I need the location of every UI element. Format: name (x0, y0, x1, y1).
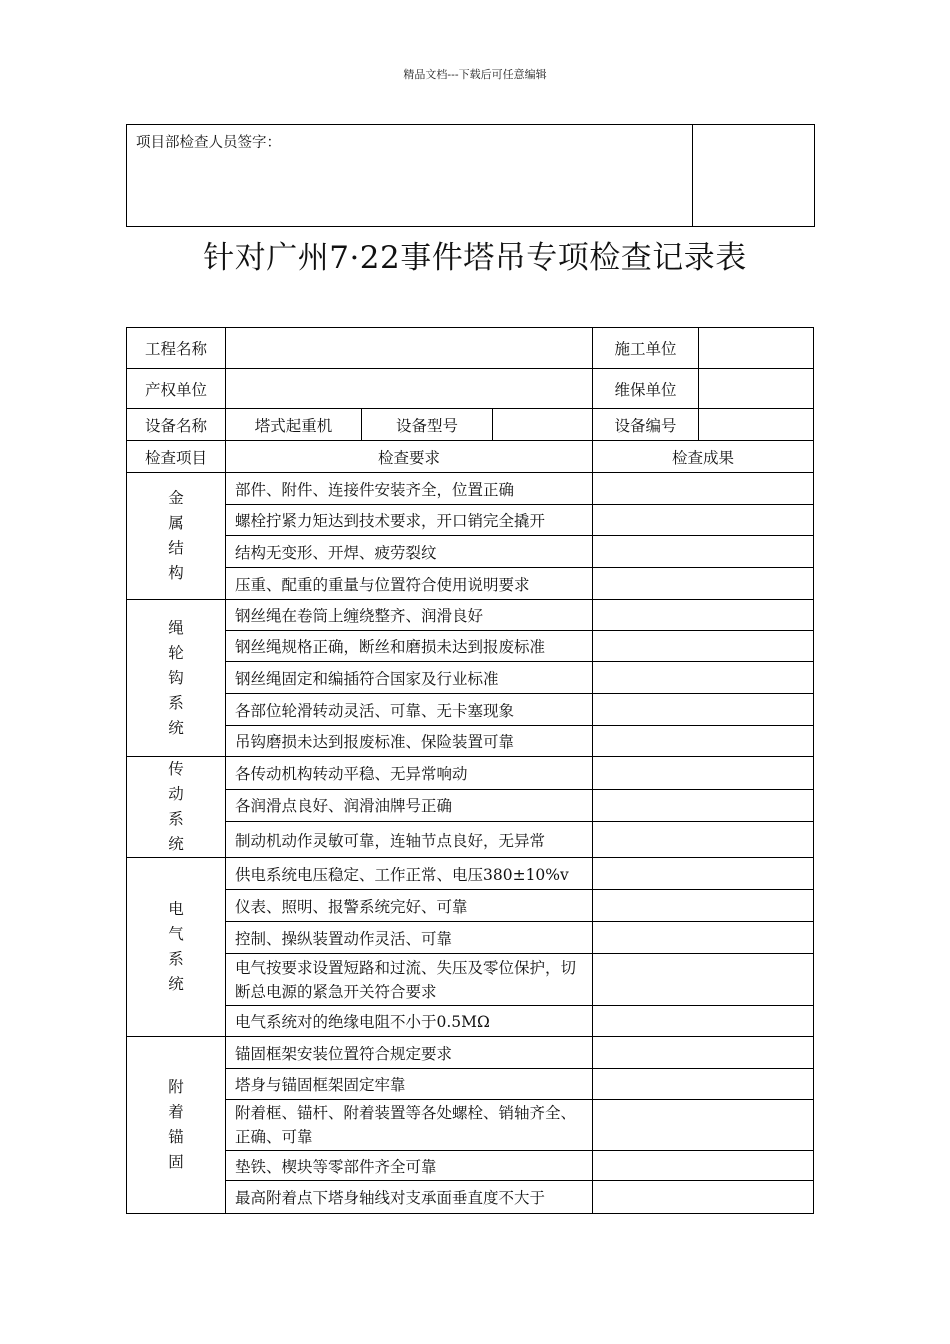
category-label: 金 属 结 构 (168, 489, 184, 582)
info-row (127, 328, 814, 369)
result-cell[interactable] (593, 1100, 814, 1151)
requirement-cell: 钢丝绳在卷筒上缠绕整齐、润滑良好 (226, 600, 593, 631)
category-cell (127, 1037, 226, 1214)
table-row (127, 600, 814, 631)
table-row (127, 505, 814, 536)
category-label: 附 着 锚 固 (168, 1078, 184, 1171)
result-cell[interactable] (593, 1006, 814, 1037)
requirement-cell: 附着框、锚杆、附着装置等各处螺栓、销轴齐全、正确、可靠 (226, 1100, 593, 1151)
requirement-cell: 塔身与锚固框架固定牢靠 (226, 1069, 593, 1100)
requirement-cell: 结构无变形、开焊、疲劳裂纹 (226, 536, 593, 568)
table-row (127, 568, 814, 600)
table-row (127, 1037, 814, 1069)
item-column-header: 检查项目 (127, 441, 226, 473)
table-row (127, 694, 814, 726)
column-header-row (127, 441, 814, 473)
result-cell[interactable] (593, 822, 814, 858)
result-cell[interactable] (593, 694, 814, 726)
table-row (127, 726, 814, 757)
table-row (127, 922, 814, 954)
contractor-label: 施工单位 (593, 328, 699, 369)
requirement-cell: 制动机动作灵敏可靠，连轴节点良好，无异常 (226, 822, 593, 858)
result-cell[interactable] (593, 858, 814, 890)
maintenance-label: 维保单位 (593, 369, 699, 409)
table-row (127, 757, 814, 790)
table-row (127, 858, 814, 890)
table-row (127, 1069, 814, 1100)
signature-field[interactable] (127, 125, 693, 226)
result-cell[interactable] (593, 726, 814, 757)
requirement-cell: 吊钩磨损未达到报废标准、保险装置可靠 (226, 726, 593, 757)
result-cell[interactable] (593, 631, 814, 662)
table-row (127, 1006, 814, 1037)
table-row (127, 954, 814, 1006)
category-cell (127, 473, 226, 600)
number-cell[interactable] (699, 409, 814, 441)
requirement-cell: 部件、附件、连接件安装齐全，位置正确 (226, 473, 593, 505)
result-cell[interactable] (593, 1151, 814, 1181)
model-cell[interactable] (493, 409, 593, 441)
project-name-label: 工程名称 (127, 328, 226, 369)
result-cell[interactable] (593, 954, 814, 1006)
category-cell (127, 858, 226, 1037)
table-row (127, 631, 814, 662)
owner-label: 产权单位 (127, 369, 226, 409)
result-cell[interactable] (593, 1037, 814, 1069)
signature-box (126, 124, 815, 227)
result-column-header: 检查成果 (593, 441, 814, 473)
requirement-cell: 供电系统电压稳定、工作正常、电压380±10%v (226, 858, 593, 890)
requirement-cell: 锚固框架安装位置符合规定要求 (226, 1037, 593, 1069)
table-row (127, 822, 814, 858)
equipment-name-value: 塔式起重机 (226, 409, 362, 441)
requirement-cell: 钢丝绳规格正确，断丝和磨损未达到报废标准 (226, 631, 593, 662)
owner-cell[interactable] (226, 369, 593, 409)
result-cell[interactable] (593, 890, 814, 922)
result-cell[interactable] (593, 662, 814, 694)
result-cell[interactable] (593, 505, 814, 536)
equipment-name-label: 设备名称 (127, 409, 226, 441)
info-row (127, 409, 814, 441)
result-cell[interactable] (593, 1181, 814, 1214)
result-cell[interactable] (593, 473, 814, 505)
result-cell[interactable] (593, 568, 814, 600)
maintenance-cell[interactable] (699, 369, 814, 409)
category-cell (127, 757, 226, 858)
project-name-cell[interactable] (226, 328, 593, 369)
requirement-cell: 仪表、照明、报警系统完好、可靠 (226, 890, 593, 922)
number-label: 设备编号 (593, 409, 699, 441)
info-row (127, 369, 814, 409)
table-row (127, 536, 814, 568)
result-cell[interactable] (593, 789, 814, 822)
model-label: 设备型号 (362, 409, 493, 441)
signature-label: 项目部检查人员签字： (136, 135, 281, 151)
table-row (127, 890, 814, 922)
category-label: 传 动 系 统 (168, 760, 184, 853)
requirement-cell: 电气按要求设置短路和过流、失压及零位保护，切断总电源的紧急开关符合要求 (226, 954, 593, 1006)
requirement-cell: 各传动机构转动平稳、无异常响动 (226, 757, 593, 790)
result-cell[interactable] (593, 922, 814, 954)
table-row (127, 1100, 814, 1151)
header-note: 精品文档---下载后可任意编辑 (403, 68, 547, 81)
requirement-cell: 压重、配重的重量与位置符合使用说明要求 (226, 568, 593, 600)
requirement-cell: 各部位轮滑转动灵活、可靠、无卡塞现象 (226, 694, 593, 726)
table-row (127, 1151, 814, 1181)
table-row (127, 473, 814, 505)
requirement-cell: 电气系统对的绝缘电阻不小于0.5MΩ (226, 1006, 593, 1037)
result-cell[interactable] (593, 600, 814, 631)
result-cell[interactable] (593, 1069, 814, 1100)
inspection-table (126, 327, 814, 1214)
requirement-cell: 最高附着点下塔身轴线对支承面垂直度不大于 (226, 1181, 593, 1214)
requirement-column-header: 检查要求 (226, 441, 593, 473)
requirement-cell: 垫铁、楔块等零部件齐全可靠 (226, 1151, 593, 1181)
category-label: 绳 轮 钩 系 统 (168, 618, 184, 737)
table-row (127, 662, 814, 694)
requirement-cell: 螺栓拧紧力矩达到技术要求，开口销完全撬开 (226, 505, 593, 536)
category-cell (127, 600, 226, 757)
document-title: 针对广州7·22事件塔吊专项检查记录表 (203, 240, 747, 276)
table-row (127, 1181, 814, 1214)
result-cell[interactable] (593, 757, 814, 790)
requirement-cell: 各润滑点良好、润滑油牌号正确 (226, 789, 593, 822)
category-label: 电 气 系 统 (168, 900, 184, 993)
requirement-cell: 钢丝绳固定和编插符合国家及行业标准 (226, 662, 593, 694)
table-row (127, 789, 814, 822)
requirement-cell: 控制、操纵装置动作灵活、可靠 (226, 922, 593, 954)
result-cell[interactable] (593, 536, 814, 568)
contractor-cell[interactable] (699, 328, 814, 369)
